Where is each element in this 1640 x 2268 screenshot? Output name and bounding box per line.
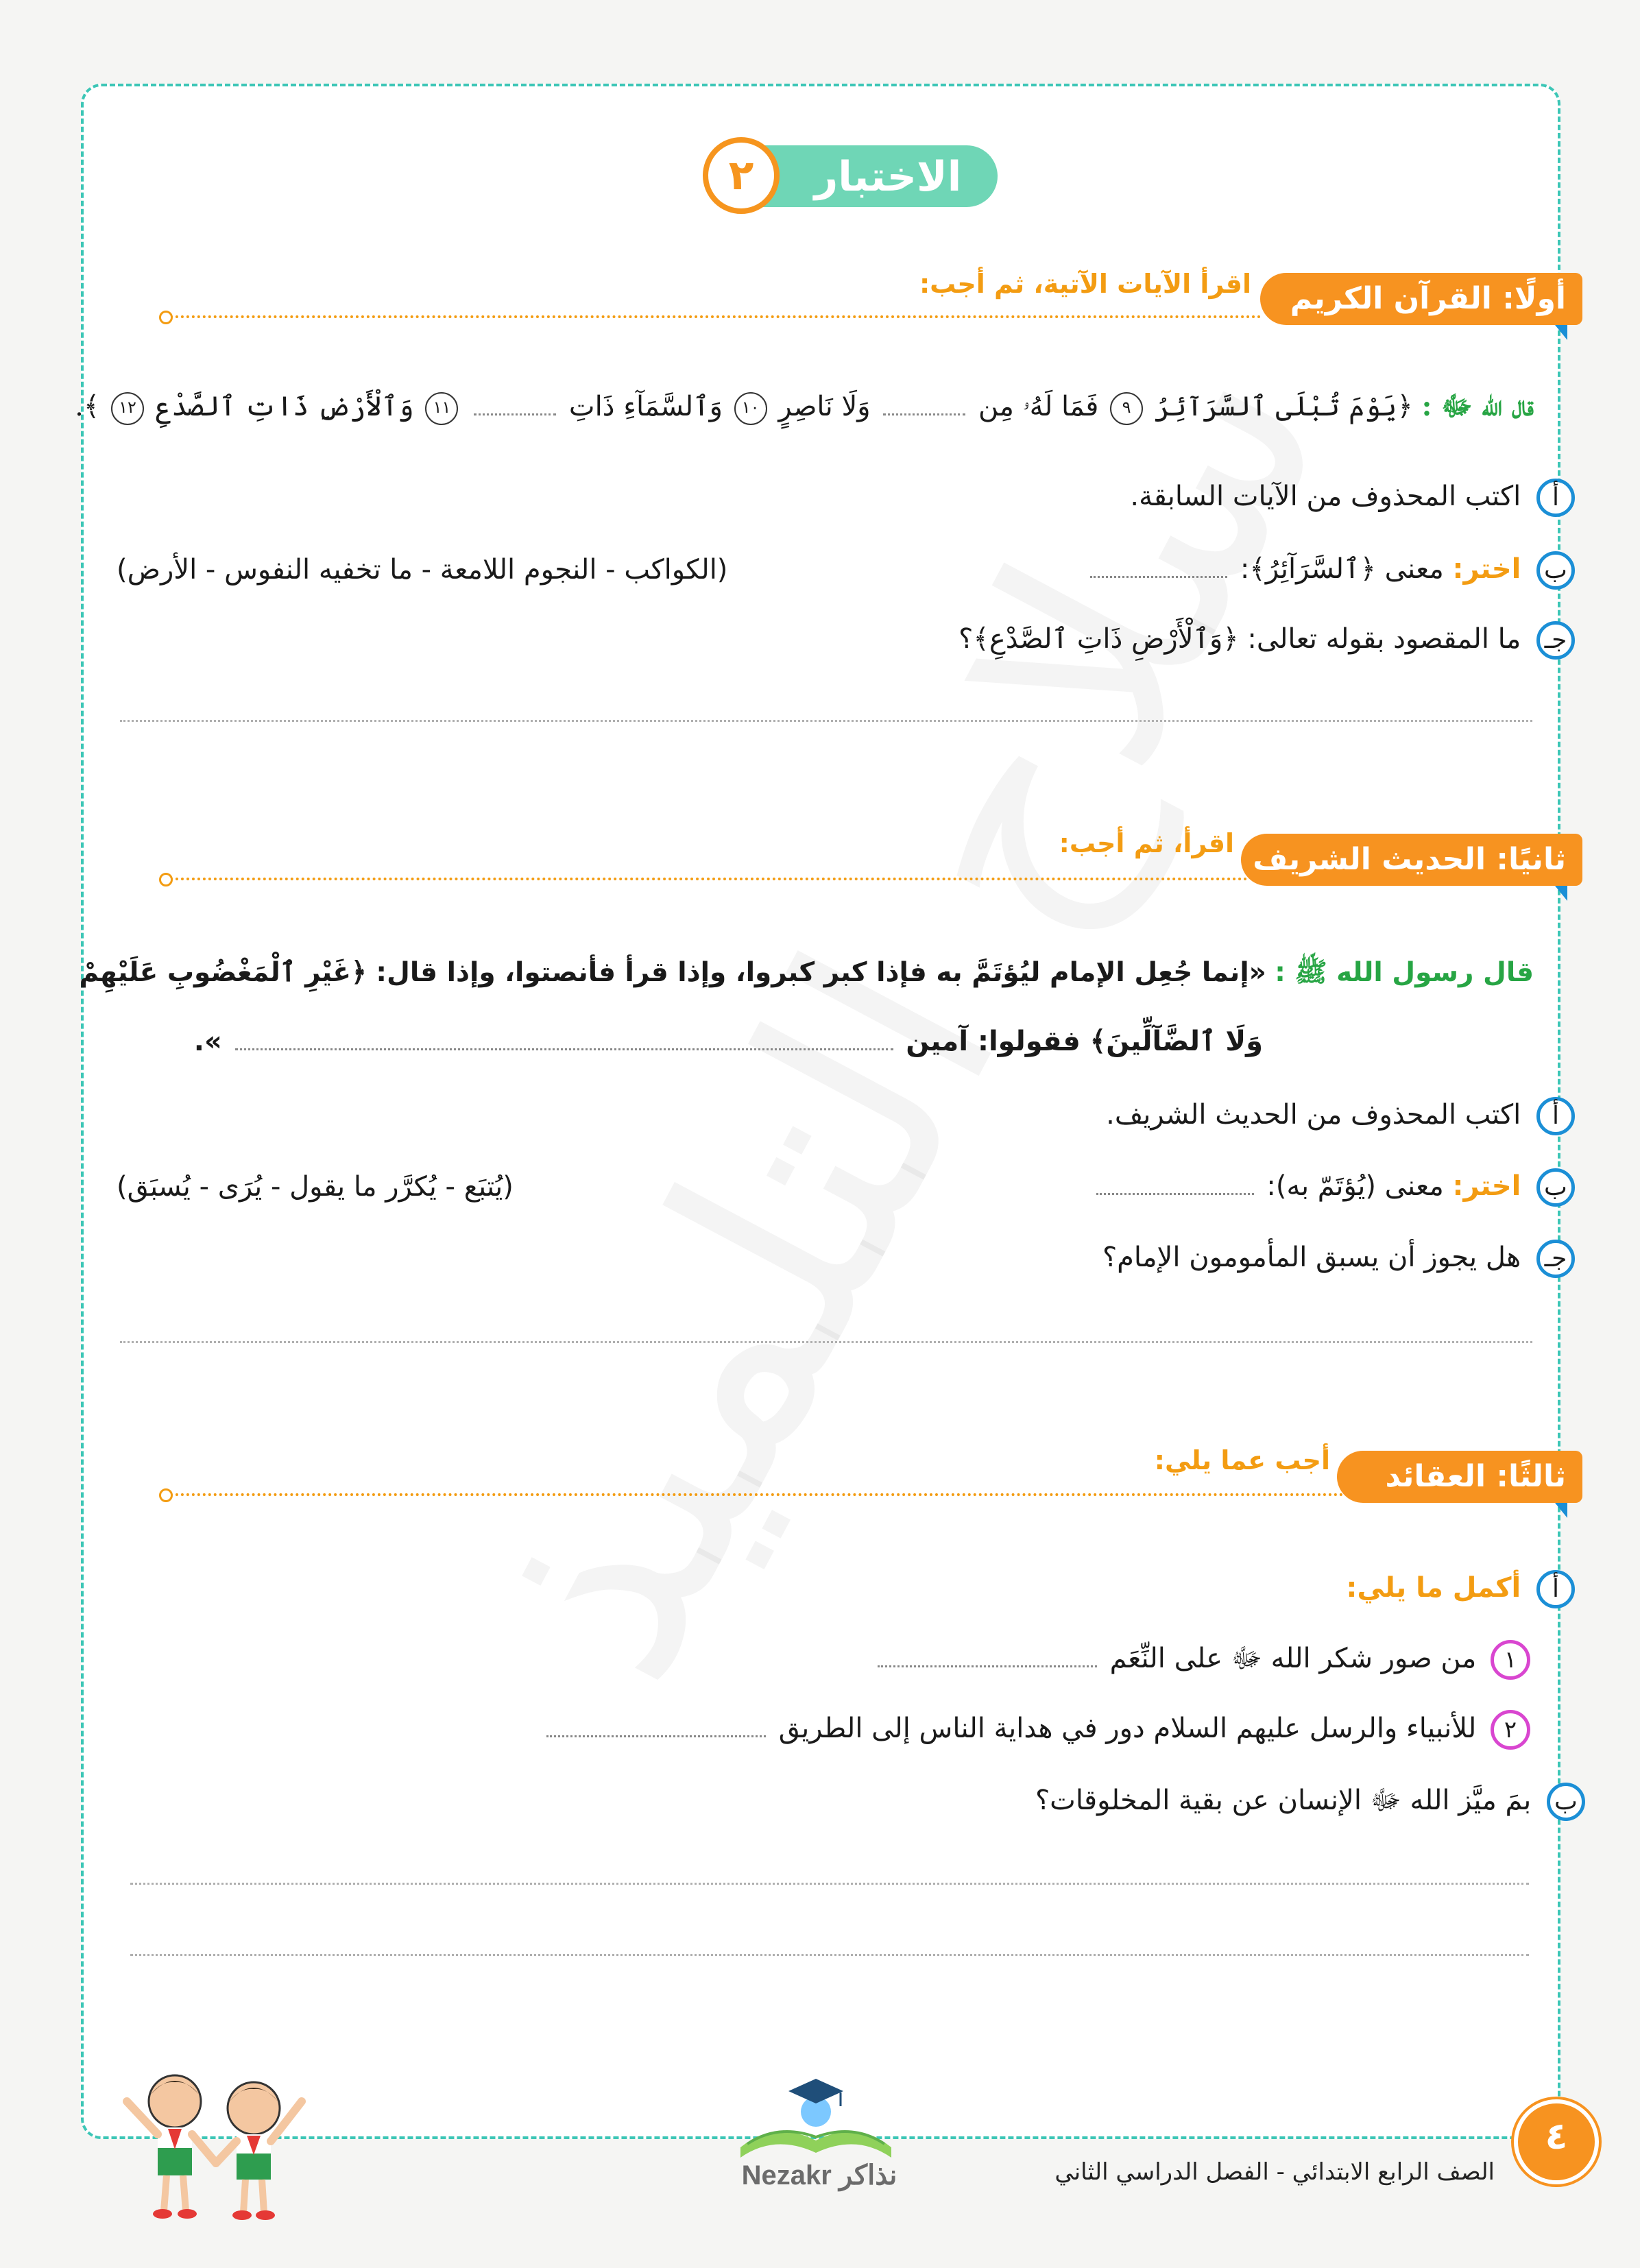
section3-question-a bbox=[1346, 1570, 1575, 1608]
section1-question-b bbox=[1086, 551, 1575, 590]
question-text: بمَ ميَّز الله ﷻ الإنسان عن بقية المخلوقات؟ bbox=[1035, 1785, 1532, 1816]
blank-2[interactable] bbox=[474, 413, 556, 415]
question-text: هل يجوز أن يسبق المأمومون الإمام؟ bbox=[1102, 1242, 1521, 1273]
answer-line[interactable] bbox=[130, 1954, 1529, 1956]
letter-badge: ب bbox=[1536, 1168, 1575, 1207]
section1-flag bbox=[1555, 325, 1567, 340]
section1-verses bbox=[75, 389, 1534, 429]
section1-instruction: اقرأ الآيات الآتية، ثم أجب: bbox=[919, 269, 1251, 299]
answer-blank[interactable] bbox=[878, 1665, 1097, 1667]
section2-line bbox=[165, 878, 1248, 880]
section2-question-b bbox=[1092, 1168, 1575, 1207]
choose-label: اختر: bbox=[1452, 1170, 1521, 1202]
letter-badge: ب bbox=[1547, 1783, 1585, 1821]
section3-item-2 bbox=[542, 1710, 1530, 1750]
section2-badge: ثانيًا: الحديث الشريف bbox=[1241, 834, 1582, 886]
verse-part-e: وَٱلْأَرْضِ ذَاتِ ٱلصَّدْعِ bbox=[155, 391, 414, 422]
question-text: اكتب المحذوف من الآيات السابقة. bbox=[1130, 481, 1521, 512]
section1-badge: أولًا: القرآن الكريم bbox=[1260, 273, 1582, 325]
ayah-marker-12: ١٢ bbox=[111, 392, 144, 425]
hadith-text-2: وَلَا ٱلضَّآلِّينَ﴾ فقولوا: آمين bbox=[906, 1026, 1263, 1057]
section1-options: (الكواكب - النجوم اللامعة - ما تخفيه النفوس - الأرض) bbox=[117, 554, 728, 586]
test-number: ٢ bbox=[703, 137, 780, 214]
section3-badge: ثالثًا: العقائد bbox=[1337, 1451, 1582, 1503]
section3-instruction: أجب عما يلي: bbox=[1154, 1445, 1330, 1475]
section1-line bbox=[165, 315, 1262, 318]
section3-flag bbox=[1555, 1503, 1567, 1518]
section2-flag bbox=[1555, 886, 1567, 901]
question-text: أكمل ما يلي: bbox=[1346, 1572, 1521, 1604]
verse-part-c: وَلَا نَاصِرٍ bbox=[778, 391, 871, 422]
section1-intro: قال الله ﷻ : bbox=[1421, 390, 1534, 422]
letter-badge: جـ bbox=[1536, 1240, 1575, 1278]
section3-line-dot bbox=[159, 1488, 173, 1502]
kids-illustration bbox=[113, 2060, 319, 2225]
logo-text: Nezakr نذاكر bbox=[741, 2160, 897, 2191]
section2-options: (يُتبَع - يُكرَّر ما يقول - يُرَى - يُسبَق) bbox=[117, 1171, 514, 1203]
question-text: اكتب المحذوف من الحديث الشريف. bbox=[1106, 1099, 1521, 1131]
page-number: ٤ bbox=[1514, 2099, 1599, 2184]
footer-grade: الصف الرابع الابتدائي - الفصل الدراسي الثاني bbox=[1054, 2158, 1495, 2186]
letter-badge: أ bbox=[1536, 479, 1575, 517]
number-badge: ٢ bbox=[1491, 1710, 1530, 1750]
section1-question-a bbox=[1130, 479, 1575, 517]
number-badge: ١ bbox=[1491, 1640, 1530, 1680]
letter-badge: جـ bbox=[1536, 621, 1575, 660]
section3-line bbox=[165, 1493, 1344, 1496]
ayah-marker-9: ٩ bbox=[1110, 392, 1143, 425]
hadith-text-1: «إنما جُعِل الإمام ليُؤتَمَّ به فإذا كبر كبروا، وإذا قرأ فأنصتوا، وإذا قال: ﴿غَيْرِ ٱلْمَغْضُوبِ عَلَيْهِمْ bbox=[79, 957, 1266, 988]
answer-blank[interactable] bbox=[1096, 1193, 1254, 1195]
answer-line[interactable] bbox=[130, 1883, 1529, 1885]
ayah-marker-10: ١٠ bbox=[734, 392, 767, 425]
blank-1[interactable] bbox=[883, 413, 965, 415]
section2-question-a bbox=[1106, 1097, 1575, 1135]
letter-badge: أ bbox=[1536, 1570, 1575, 1608]
item-text: للأنبياء والرسل عليهم السلام دور في هداية الناس إلى الطريق bbox=[778, 1713, 1477, 1744]
letter-badge: ب bbox=[1536, 551, 1575, 590]
ayah-marker-11: ١١ bbox=[425, 392, 458, 425]
hadith-line-1 bbox=[79, 956, 1534, 995]
choose-label: اختر: bbox=[1452, 553, 1521, 585]
answer-line[interactable] bbox=[120, 720, 1532, 722]
question-text: معنى ﴿ٱلسَّرَآئِرُ﴾: bbox=[1240, 553, 1444, 585]
letter-badge: أ bbox=[1536, 1097, 1575, 1135]
hadith-blank[interactable] bbox=[235, 1048, 893, 1050]
answer-blank[interactable] bbox=[1090, 576, 1227, 578]
section1-question-c bbox=[958, 621, 1575, 660]
question-text: ما المقصود بقوله تعالى: ﴿وَٱلْأَرْضِ ذَاتِ ٱلصَّدْعِ﴾؟ bbox=[958, 623, 1521, 655]
verse-part-d: وَٱلسَّمَآءِ ذَاتِ bbox=[568, 391, 723, 422]
section1-line-dot bbox=[159, 311, 173, 324]
page-title: الاختبار bbox=[814, 153, 962, 201]
hadith-end: ». bbox=[193, 1026, 222, 1057]
section2-question-c bbox=[1102, 1240, 1575, 1278]
verse-part-a: ﴿يَوْمَ تُبْلَى ٱلسَّرَآئِرُ bbox=[1154, 391, 1413, 422]
verse-part-b: فَمَا لَهُۥ مِن bbox=[978, 391, 1099, 422]
section2-intro: قال رسول الله ﷺ : bbox=[1275, 957, 1534, 988]
answer-blank[interactable] bbox=[546, 1735, 766, 1737]
section3-item-1 bbox=[873, 1640, 1530, 1681]
item-text: من صور شكر الله ﷻ على النِّعَم bbox=[1109, 1643, 1477, 1674]
verse-end: ﴾. bbox=[75, 391, 100, 422]
section3-question-b bbox=[1035, 1783, 1585, 1823]
question-text: معنى (يُؤتَمّ به): bbox=[1266, 1170, 1444, 1202]
section2-instruction: اقرأ، ثم أجب: bbox=[1059, 828, 1234, 858]
section2-line-dot bbox=[159, 873, 173, 886]
answer-line[interactable] bbox=[120, 1341, 1532, 1343]
hadith-line-2 bbox=[194, 1026, 1263, 1057]
